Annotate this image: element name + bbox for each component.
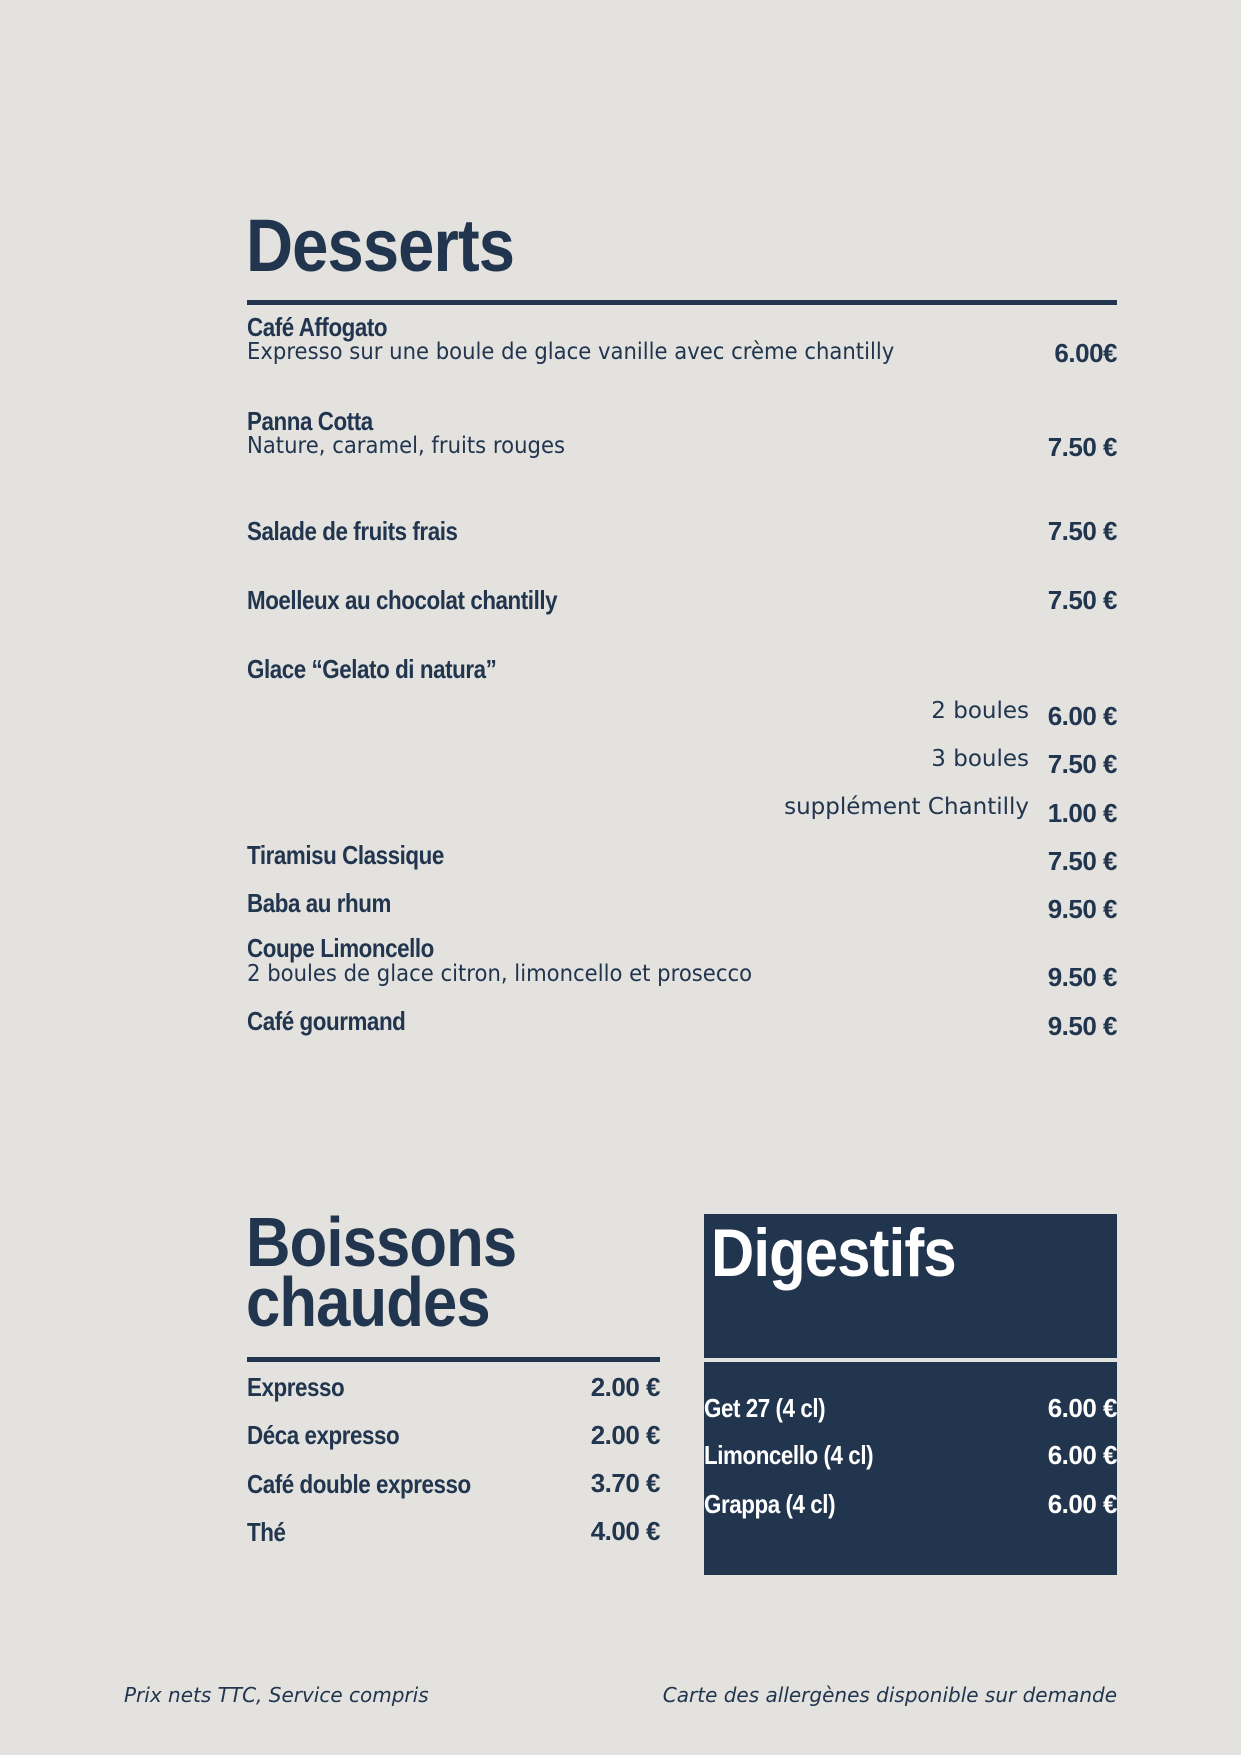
footer-right-note: Carte des allergènes disponible sur demande — [662, 1683, 1117, 1707]
desserts-divider — [247, 300, 1117, 305]
dessert-name-moelleux: Moelleux au chocolat chantilly — [247, 585, 558, 615]
gelato-option-label: 2 boules — [931, 698, 1029, 724]
boisson-price: 4.00 € — [590, 1516, 660, 1546]
dessert-name-cafe-gourmand: Café gourmand — [247, 1006, 406, 1036]
boissons-title-line2: chaudes — [246, 1263, 490, 1341]
digestif-price: 6.00 € — [1047, 1393, 1117, 1423]
footer-left-note: Prix nets TTC, Service compris — [124, 1683, 429, 1707]
boisson-name: Expresso — [247, 1372, 345, 1402]
gelato-option-price: 1.00 € — [1047, 798, 1117, 828]
dessert-price-cafe-gourmand: 9.50 € — [1047, 1011, 1117, 1041]
boissons-divider — [247, 1357, 660, 1362]
dessert-desc-cafe-affogato: Expresso sur une boule de glace vanille avec crème chantilly — [247, 339, 895, 365]
dessert-desc-panna-cotta: Nature, caramel, fruits rouges — [247, 433, 565, 459]
dessert-name-coupe-limoncello: Coupe Limoncello — [247, 933, 434, 963]
dessert-price-panna-cotta: 7.50 € — [1047, 432, 1117, 462]
dessert-name-gelato: Glace “Gelato di natura” — [247, 654, 497, 684]
digestif-price: 6.00 € — [1047, 1440, 1117, 1470]
gelato-option-label: 3 boules — [931, 746, 1029, 772]
dessert-name-baba: Baba au rhum — [247, 888, 391, 918]
digestifs-title: Digestifs — [711, 1215, 956, 1291]
boissons-title — [246, 1203, 517, 1341]
boisson-price: 3.70 € — [590, 1468, 660, 1498]
dessert-name-cafe-affogato: Café Affogato — [247, 312, 388, 342]
digestif-price: 6.00 € — [1047, 1489, 1117, 1519]
dessert-price-baba: 9.50 € — [1047, 894, 1117, 924]
dessert-price-coupe-limoncello: 9.50 € — [1047, 962, 1117, 992]
boisson-name: Déca expresso — [247, 1420, 400, 1450]
boissons-title-line1: Boissons — [246, 1203, 517, 1281]
digestif-name: Grappa (4 cl) — [704, 1489, 836, 1519]
boisson-name: Thé — [247, 1517, 286, 1547]
digestif-name: Limoncello (4 cl) — [704, 1440, 874, 1470]
dessert-name-panna-cotta: Panna Cotta — [247, 406, 373, 436]
boisson-price: 2.00 € — [590, 1420, 660, 1450]
dessert-name-salade-fruits: Salade de fruits frais — [247, 516, 458, 546]
dessert-desc-coupe-limoncello: 2 boules de glace citron, limoncello et prosecco — [247, 961, 753, 987]
dessert-name-tiramisu: Tiramisu Classique — [247, 840, 444, 870]
gelato-option-label: supplément Chantilly — [784, 794, 1029, 820]
boisson-price: 2.00 € — [590, 1372, 660, 1402]
dessert-price-tiramisu: 7.50 € — [1047, 846, 1117, 876]
dessert-price-moelleux: 7.50 € — [1047, 585, 1117, 615]
boisson-name: Café double expresso — [247, 1469, 471, 1499]
dessert-price-salade-fruits: 7.50 € — [1047, 516, 1117, 546]
desserts-title: Desserts — [246, 204, 515, 287]
dessert-price-cafe-affogato: 6.00€ — [1054, 338, 1117, 368]
digestif-name: Get 27 (4 cl) — [704, 1393, 826, 1423]
gelato-option-price: 6.00 € — [1047, 701, 1117, 731]
gelato-option-price: 7.50 € — [1047, 749, 1117, 779]
